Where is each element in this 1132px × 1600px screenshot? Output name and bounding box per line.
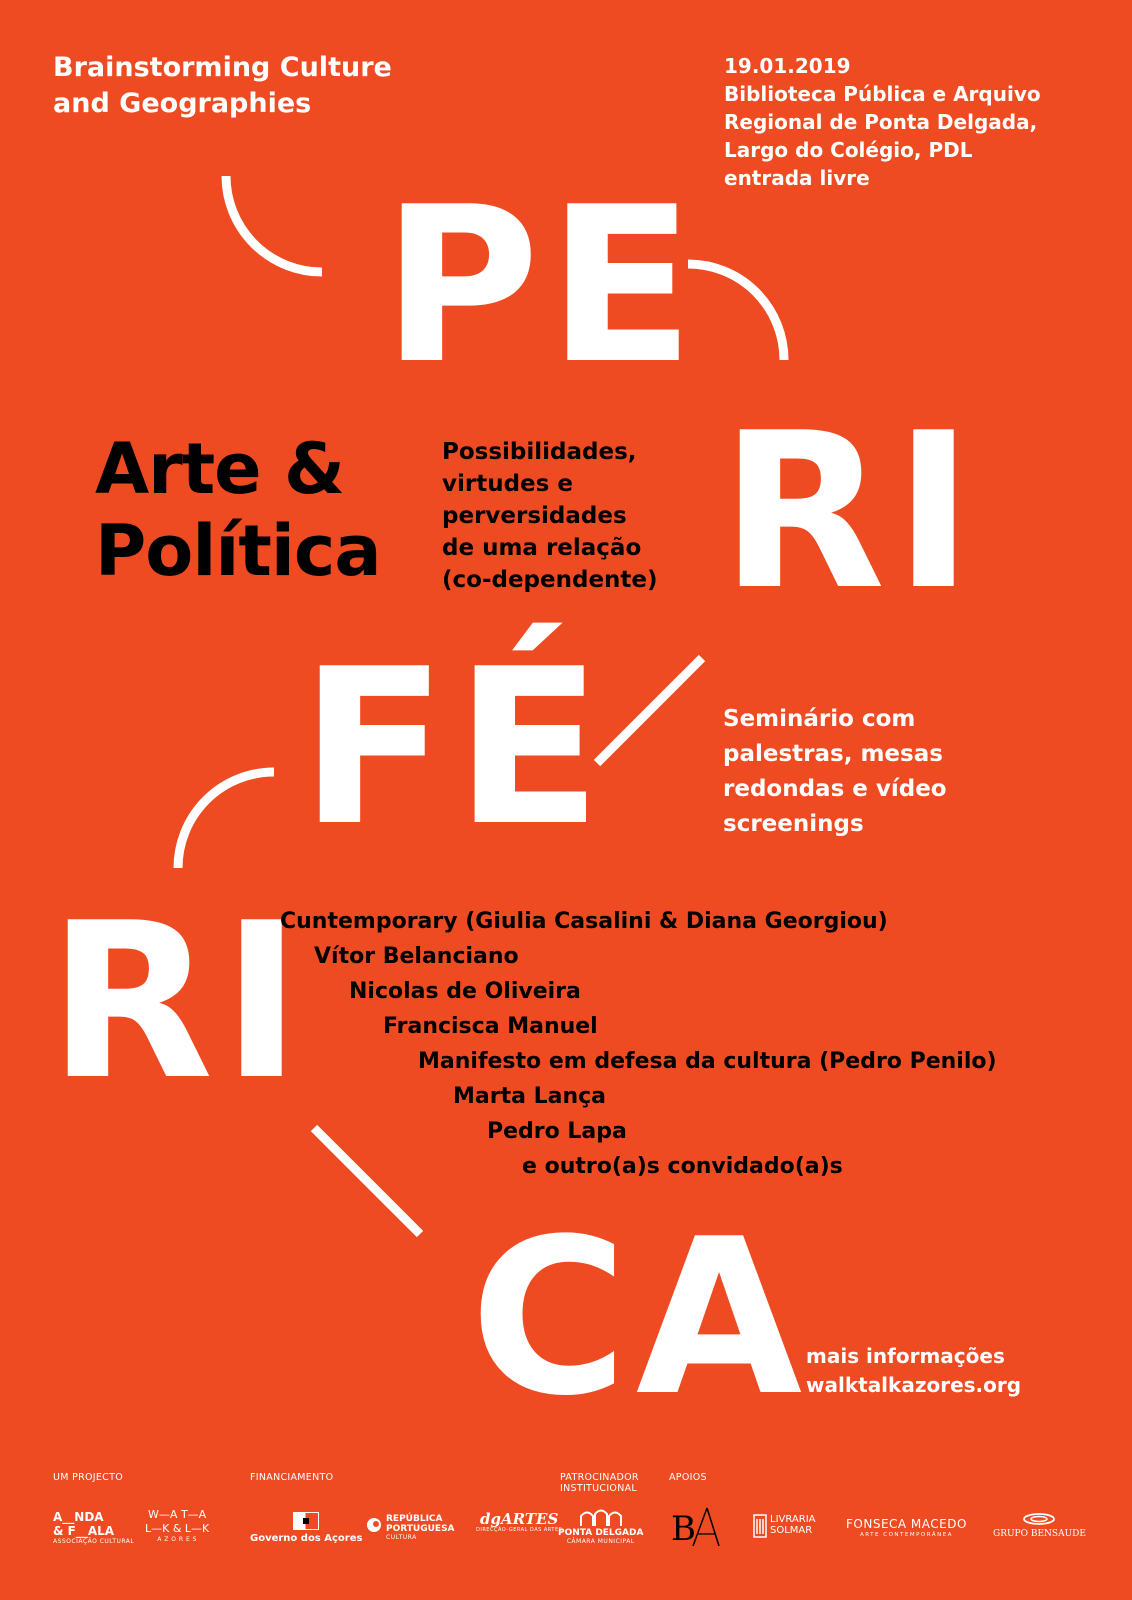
description-line3: redondas e vídeo: [723, 776, 947, 802]
speaker-item: Vítor Belanciano: [314, 944, 519, 969]
logo-fonseca-text: FONSECA MACEDO: [846, 1517, 967, 1531]
logo-dgartes: [476, 1512, 562, 1534]
footer-label-funding: FINANCIAMENTO: [250, 1472, 334, 1483]
series-title-line1: Brainstorming Culture: [53, 52, 392, 83]
subtitle: [442, 436, 658, 596]
subtitle-line4: de uma relação: [442, 535, 642, 561]
big-word-ri-2: RI: [48, 876, 310, 1127]
venue-line1: Biblioteca Pública e Arquivo: [724, 82, 1041, 106]
ponta-delgada-arches-icon: [579, 1508, 623, 1526]
speaker-item: Cuntemporary (Giulia Casalini & Diana Georgiou): [280, 909, 888, 934]
logo-anda-fala-line2: & F__ALA: [53, 1524, 115, 1538]
logo-livraria-solmar: [753, 1514, 815, 1536]
event-date: 19.01.2019: [724, 54, 851, 78]
speaker-item: Manifesto em defesa da cultura (Pedro Penilo): [418, 1049, 997, 1074]
governo-emblem-icon: [293, 1512, 319, 1530]
more-info: [806, 1342, 1021, 1400]
main-title-line1: Arte &: [95, 428, 345, 510]
logo-anda-fala-line1: A__NDA: [53, 1510, 104, 1524]
arc-middle-left: [178, 772, 274, 868]
footer-label-patron-line2: INSTITUCIONAL: [560, 1483, 638, 1494]
logo-ponta-delgada-text: PONTA DELGADA: [558, 1528, 644, 1538]
logo-dgartes-sub: DIRECÇÃO-GERAL DAS ARTES: [476, 1527, 563, 1533]
speaker-item: Francisca Manuel: [383, 1014, 598, 1039]
logo-walk-talk-line2: L—K & L—K: [145, 1522, 210, 1535]
main-title-line2: Política: [95, 510, 381, 592]
livraria-book-icon: [753, 1514, 767, 1538]
speaker-item: Marta Lança: [453, 1084, 607, 1109]
speaker-item: e outro(a)s convidado(a)s: [522, 1154, 843, 1179]
main-title: [95, 428, 381, 592]
logo-walk-talk-line1: W—A T—A: [148, 1508, 207, 1521]
logo-anda-fala-sub: ASSOCIAÇÃO CULTURAL: [53, 1538, 135, 1545]
big-word-pe: PE: [382, 160, 703, 411]
description-line4: screenings: [723, 811, 864, 837]
footer-label-support: APOIOS: [669, 1472, 707, 1483]
logo-ponta-delgada: [558, 1508, 643, 1546]
svg-text:B: B: [671, 1509, 696, 1548]
logo-republica-line1: REPÚBLICA: [386, 1514, 443, 1524]
logo-republica-line2: PORTUGUESA: [386, 1524, 455, 1534]
event-info: [724, 52, 1041, 192]
big-word-ca: CA: [470, 1192, 811, 1443]
arc-top-left: [226, 176, 322, 272]
speaker-item: Nicolas de Oliveira: [349, 979, 581, 1004]
event-description: [723, 702, 947, 842]
footer-label-patron-line1: PATROCINADOR: [560, 1472, 639, 1483]
republica-emblem-icon: [366, 1516, 382, 1534]
description-line2: palestras, mesas: [723, 741, 943, 767]
big-word-fe: FÉ: [300, 622, 610, 873]
logo-governo-text: Governo dos Açores: [250, 1533, 363, 1544]
speaker-list: [280, 904, 997, 1184]
logo-fonseca-macedo: [846, 1517, 967, 1539]
venue-line3: Largo do Colégio, PDL: [724, 138, 973, 162]
subtitle-line5: (co-dependente): [442, 567, 658, 593]
logo-walk-talk: [145, 1508, 209, 1544]
slash-middle-right: [597, 658, 702, 763]
series-title-line2: and Geographies: [53, 88, 312, 119]
logo-dgartes-text: dgARTES: [480, 1510, 559, 1528]
logo-livraria-line2: SOLMAR: [770, 1525, 813, 1536]
logo-grupo-bensaude: [993, 1512, 1086, 1541]
bensaude-swirl-icon: [1021, 1512, 1057, 1526]
logo-governo-acores: [250, 1512, 362, 1546]
description-line1: Seminário com: [723, 706, 916, 732]
subtitle-line1: Possibilidades,: [442, 439, 637, 465]
footer-label-project: UM PROJECTO: [53, 1472, 123, 1483]
logo-walk-talk-sub: A Z O R E S: [157, 1536, 197, 1543]
subtitle-line3: perversidades: [442, 503, 627, 529]
admission-note: entrada livre: [724, 166, 870, 190]
more-info-link[interactable]: walktalkazores.org: [806, 1373, 1022, 1397]
logo-anda-fala: [53, 1510, 134, 1546]
footer-label-patron: [560, 1472, 639, 1494]
venue-line2: Regional de Ponta Delgada,: [724, 110, 1038, 134]
more-info-label: mais informações: [806, 1344, 1005, 1368]
logo-ponta-delgada-sub: CÂMARA MUNICIPAL: [566, 1538, 635, 1545]
subtitle-line2: virtudes e: [442, 471, 573, 497]
logo-fonseca-sub: ARTE CONTEMPORÂNEA: [859, 1532, 953, 1538]
logo-biblioteca-ba: [669, 1506, 721, 1552]
speaker-item: Pedro Lapa: [487, 1119, 627, 1144]
series-title: [53, 50, 392, 122]
logo-livraria-line1: LIVRARIA: [770, 1514, 816, 1525]
biblioteca-ba-mark-icon: [669, 1506, 721, 1548]
logo-republica-sub: CULTURA: [386, 1534, 417, 1541]
logo-bensaude-text: GRUPO BENSAUDE: [993, 1529, 1086, 1539]
logo-republica-portuguesa: [366, 1514, 455, 1542]
big-word-ri-1: RI: [720, 386, 982, 637]
